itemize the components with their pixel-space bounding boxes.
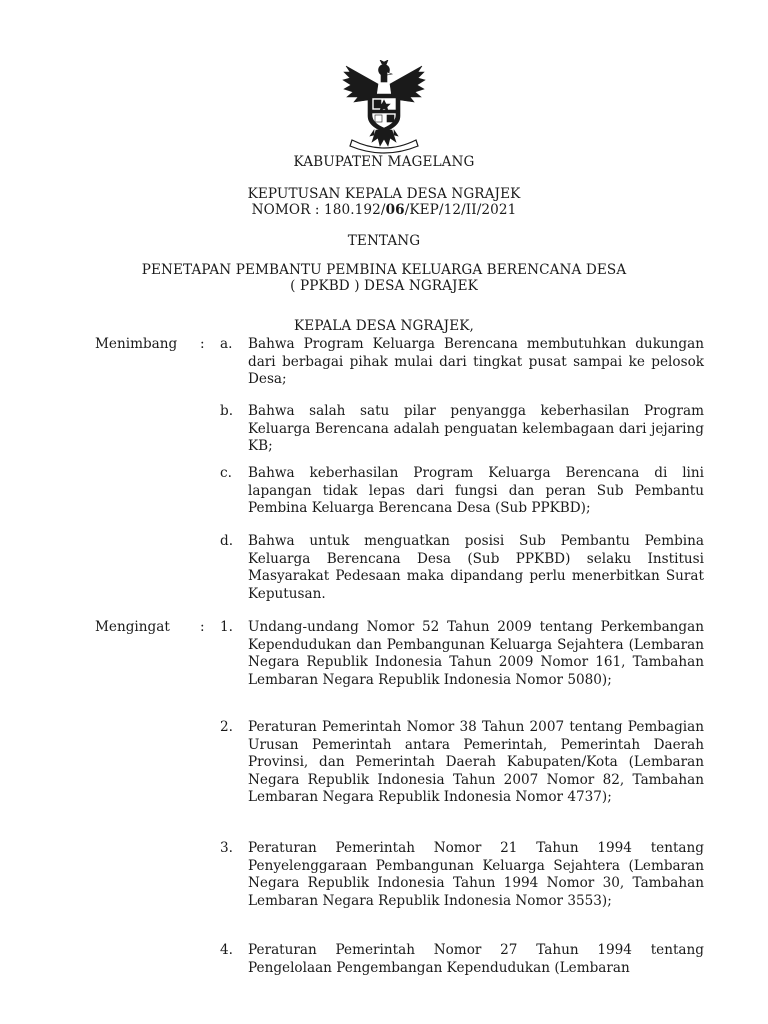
authority-line: KEPALA DESA NGRAJEK, [294,318,474,334]
decree-number-bold: 06 [385,202,405,218]
about-heading: TENTANG [347,233,421,249]
menimbang-item [220,403,704,456]
item-marker: c. [220,465,232,481]
item-text: Bahwa keberhasilan Program Keluarga Berencana di lini lapangan tidak lepas dari fungsi dan peran Sub Pembantu Pembina Keluarga Berencana Desa (Sub PPKBD); [248,465,704,517]
subject-line-2: ( PPKBD ) DESA NGRAJEK [290,278,478,294]
mengingat-item [220,840,704,910]
item-text: Peraturan Pemerintah Nomor 21 Tahun 1994 tentang Penyelenggaraan Pembangunan Keluarga Sejahtera (Lembaran Negara Republik Indonesia Tahun 1994 Nomor 30, Tambahan Lembaran Negara Republik Indonesia Nomor 3553); [248,840,704,909]
item-text: Bahwa Program Keluarga Berencana membutuhkan dukungan dari berbagai pihak mulai dari tingkat pusat sampai ke pelosok Desa; [248,336,704,388]
item-marker: 2. [220,719,233,735]
menimbang-item [220,533,704,603]
item-marker: a. [220,336,233,352]
menimbang-label: Menimbang [95,336,178,352]
item-text: Bahwa salah satu pilar penyangga keberhasilan Program Keluarga Berencana adalah penguatan kelembagaan dari jejaring KB; [248,403,704,455]
menimbang-colon: : [200,336,205,352]
mengingat-colon: : [200,619,205,635]
item-marker: 3. [220,840,233,856]
mengingat-item [220,619,704,689]
item-marker: d. [220,533,234,549]
item-marker: 4. [220,942,233,958]
decree-title: KEPUTUSAN KEPALA DESA NGRAJEK [247,186,521,202]
decree-number [0,202,768,218]
item-text: Peraturan Pemerintah Nomor 27 Tahun 1994 tentang Pengelolaan Pengembangan Kependudukan (Lembaran [248,942,704,976]
subject-line-1: PENETAPAN PEMBANTU PEMBINA KELUARGA BERENCANA DESA [141,262,627,278]
item-marker: 1. [220,619,233,635]
menimbang-item [220,465,704,518]
regency-name: KABUPATEN MAGELANG [293,154,475,170]
mengingat-label: Mengingat [95,619,170,635]
item-text: Bahwa untuk menguatkan posisi Sub Pembantu Pembina Keluarga Berencana Desa (Sub PPKBD) selaku Institusi Masyarakat Pedesaan maka dipandang perlu menerbitkan Surat Keputusan. [248,533,704,602]
item-marker: b. [220,403,234,419]
item-text: Peraturan Pemerintah Nomor 38 Tahun 2007 tentang Pembagian Urusan Pemerintah antara Pemerintah, Pemerintah Daerah Provinsi, dan Pemerintah Daerah Kabupaten/Kota (Lembaran Negara Republik Indonesia Tahun 2007 Nomor 82, Tambahan Lembaran Negara Republik Indonesia Nomor 4737); [248,719,704,806]
menimbang-item [220,336,704,389]
decree-number-prefix: NOMOR : 180.192/ [251,202,386,218]
decree-number-suffix: /KEP/12/II/2021 [404,202,517,218]
mengingat-item [220,942,704,977]
item-text: Undang-undang Nomor 52 Tahun 2009 tentang Perkembangan Kependudukan dan Pembangunan Keluarga Sejahtera (Lembaran Negara Republik Indonesia Tahun 2009 Nomor 161, Tambahan Lembaran Negara Republik Indonesia Nomor 5080); [248,619,704,688]
mengingat-item [220,719,704,807]
garuda-emblem-icon [338,60,430,156]
